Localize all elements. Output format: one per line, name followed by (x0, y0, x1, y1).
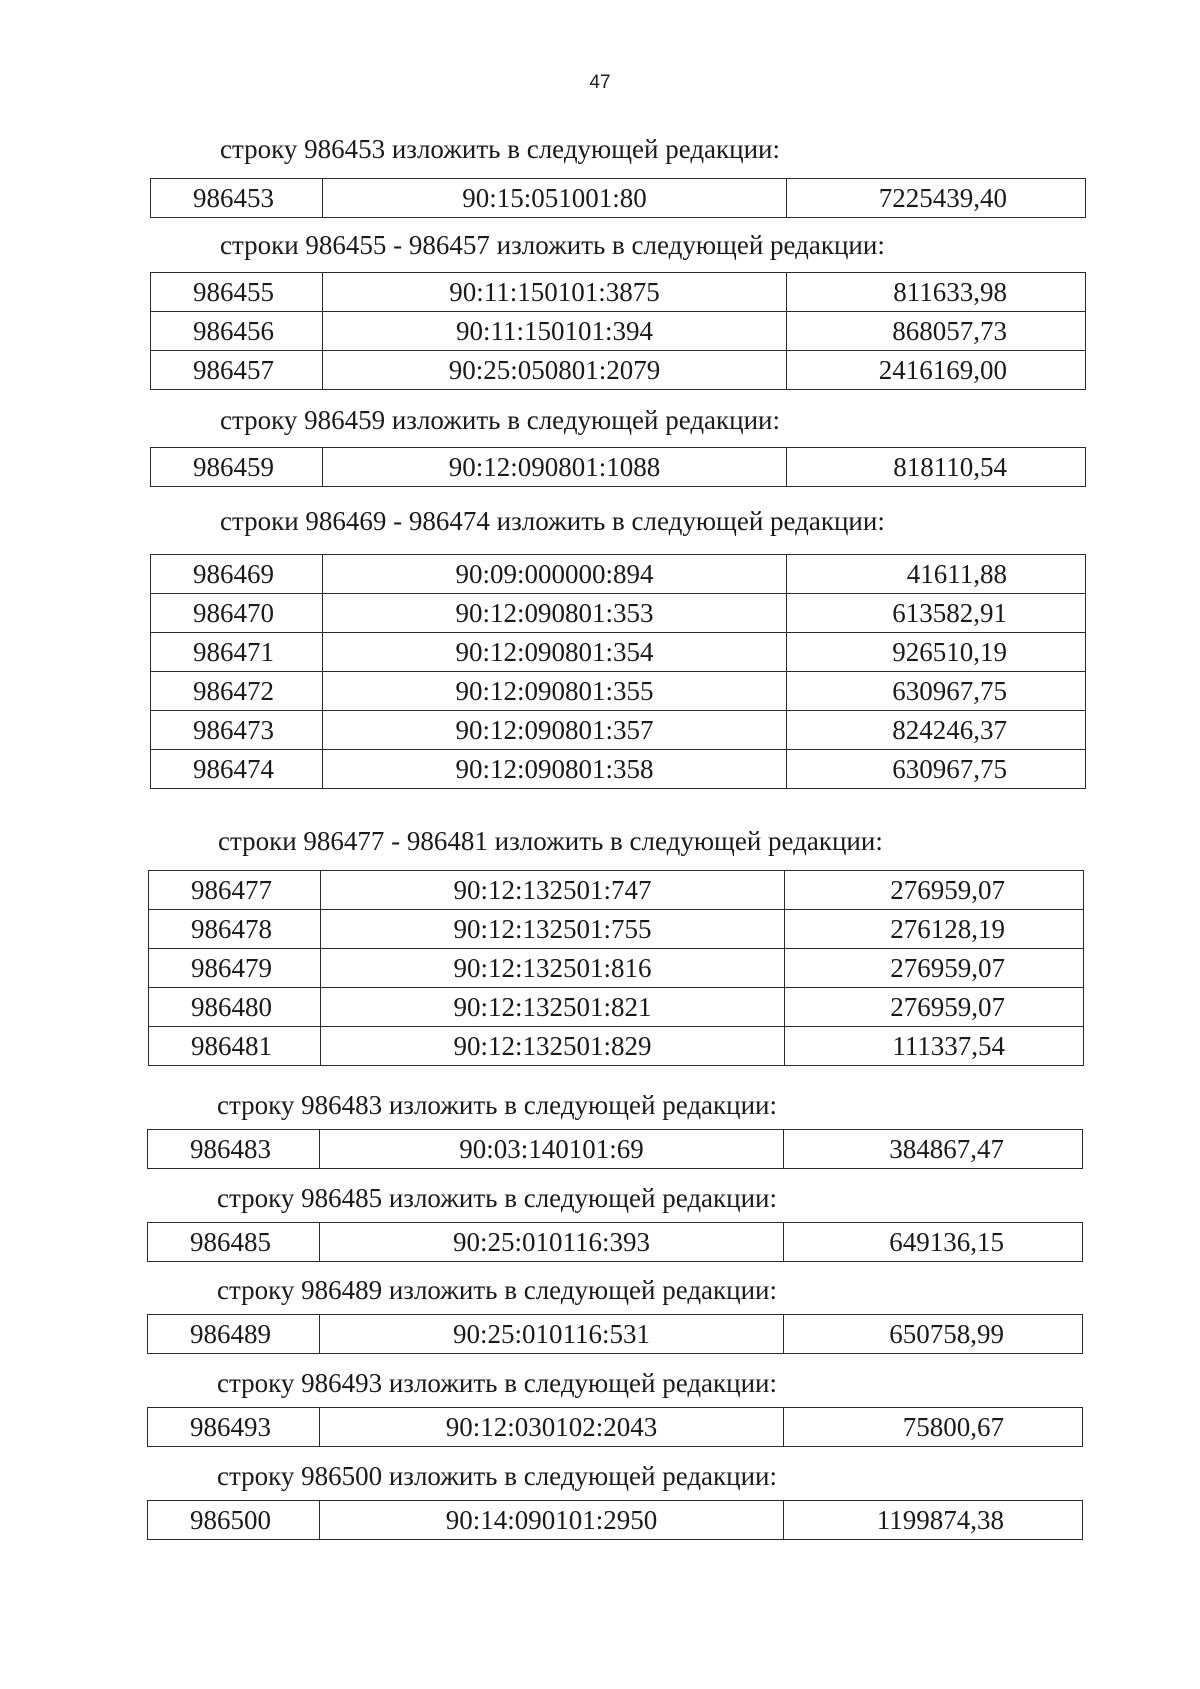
cadastral-number-cell: 90:12:090801:357 (323, 711, 787, 750)
table-row (151, 312, 1086, 351)
table-row (151, 555, 1086, 594)
amendment-table (147, 1314, 1083, 1354)
amendment-table (147, 1500, 1083, 1540)
value-cell: 384867,47 (784, 1130, 1083, 1169)
table-row (149, 910, 1084, 949)
row-number-cell: 986477 (149, 871, 321, 910)
value-cell: 613582,91 (787, 594, 1086, 633)
value-cell: 276128,19 (785, 910, 1084, 949)
amendment-table (147, 1222, 1083, 1262)
cadastral-number-cell: 90:12:090801:1088 (323, 448, 787, 487)
table-row (148, 1223, 1083, 1262)
amendment-table (150, 178, 1086, 218)
row-number-cell: 986470 (151, 594, 323, 633)
table-row (151, 711, 1086, 750)
amendment-instruction: строку 986453 изложить в следующей редакции: (220, 134, 781, 164)
table-row (148, 1130, 1083, 1169)
cadastral-number-cell: 90:25:010116:531 (320, 1315, 784, 1354)
table-row (149, 871, 1084, 910)
table-row (148, 1315, 1083, 1354)
cadastral-number-cell: 90:12:030102:2043 (320, 1408, 784, 1447)
table-row (151, 351, 1086, 390)
cadastral-number-cell: 90:12:090801:358 (323, 750, 787, 789)
amendment-table (147, 1129, 1083, 1169)
row-number-cell: 986459 (151, 448, 323, 487)
amendment-instruction: строку 986485 изложить в следующей редакции: (217, 1183, 778, 1213)
table-row (149, 949, 1084, 988)
row-number-cell: 986453 (151, 179, 323, 218)
amendment-table (147, 1407, 1083, 1447)
cadastral-number-cell: 90:03:140101:69 (320, 1130, 784, 1169)
value-cell: 868057,73 (787, 312, 1086, 351)
value-cell: 7225439,40 (787, 179, 1086, 218)
table-row (151, 179, 1086, 218)
value-cell: 75800,67 (784, 1408, 1083, 1447)
row-number-cell: 986474 (151, 750, 323, 789)
cadastral-number-cell: 90:25:050801:2079 (323, 351, 787, 390)
table-row (151, 273, 1086, 312)
value-cell: 276959,07 (785, 949, 1084, 988)
value-cell: 41611,88 (787, 555, 1086, 594)
row-number-cell: 986457 (151, 351, 323, 390)
cadastral-number-cell: 90:12:132501:747 (321, 871, 785, 910)
row-number-cell: 986456 (151, 312, 323, 351)
row-number-cell: 986493 (148, 1408, 320, 1447)
row-number-cell: 986481 (149, 1027, 321, 1066)
row-number-cell: 986485 (148, 1223, 320, 1262)
row-number-cell: 986480 (149, 988, 321, 1027)
table-row (151, 448, 1086, 487)
cadastral-number-cell: 90:12:090801:353 (323, 594, 787, 633)
amendment-table (150, 272, 1086, 390)
amendment-instruction: строку 986493 изложить в следующей редакции: (217, 1368, 778, 1398)
value-cell: 1199874,38 (784, 1501, 1083, 1540)
amendment-instruction: строку 986500 изложить в следующей редакции: (217, 1461, 778, 1491)
row-number-cell: 986500 (148, 1501, 320, 1540)
cadastral-number-cell: 90:12:132501:816 (321, 949, 785, 988)
amendment-table (150, 554, 1086, 789)
cadastral-number-cell: 90:12:090801:354 (323, 633, 787, 672)
value-cell: 650758,99 (784, 1315, 1083, 1354)
amendment-table (148, 870, 1084, 1066)
row-number-cell: 986483 (148, 1130, 320, 1169)
value-cell: 2416169,00 (787, 351, 1086, 390)
cadastral-number-cell: 90:12:132501:829 (321, 1027, 785, 1066)
value-cell: 276959,07 (785, 988, 1084, 1027)
cadastral-number-cell: 90:15:051001:80 (323, 179, 787, 218)
cadastral-number-cell: 90:11:150101:394 (323, 312, 787, 351)
page-number: 47 (589, 72, 611, 93)
cadastral-number-cell: 90:12:132501:821 (321, 988, 785, 1027)
amendment-instruction: строку 986489 изложить в следующей редакции: (217, 1275, 778, 1305)
row-number-cell: 986455 (151, 273, 323, 312)
value-cell: 276959,07 (785, 871, 1084, 910)
row-number-cell: 986473 (151, 711, 323, 750)
amendment-instruction: строки 986455 - 986457 изложить в следующей редакции: (220, 230, 885, 260)
value-cell: 824246,37 (787, 711, 1086, 750)
table-row (151, 750, 1086, 789)
row-number-cell: 986472 (151, 672, 323, 711)
value-cell: 818110,54 (787, 448, 1086, 487)
cadastral-number-cell: 90:11:150101:3875 (323, 273, 787, 312)
table-row (148, 1408, 1083, 1447)
row-number-cell: 986478 (149, 910, 321, 949)
amendment-table (150, 447, 1086, 487)
value-cell: 811633,98 (787, 273, 1086, 312)
amendment-instruction: строки 986477 - 986481 изложить в следующей редакции: (218, 826, 883, 856)
table-row (151, 633, 1086, 672)
amendment-instruction: строку 986483 изложить в следующей редакции: (217, 1090, 778, 1120)
table-row (148, 1501, 1083, 1540)
row-number-cell: 986489 (148, 1315, 320, 1354)
table-row (149, 1027, 1084, 1066)
table-row (151, 672, 1086, 711)
cadastral-number-cell: 90:12:132501:755 (321, 910, 785, 949)
table-row (151, 594, 1086, 633)
amendment-instruction: строку 986459 изложить в следующей редакции: (220, 405, 781, 435)
value-cell: 926510,19 (787, 633, 1086, 672)
row-number-cell: 986479 (149, 949, 321, 988)
cadastral-number-cell: 90:12:090801:355 (323, 672, 787, 711)
value-cell: 630967,75 (787, 750, 1086, 789)
row-number-cell: 986469 (151, 555, 323, 594)
value-cell: 649136,15 (784, 1223, 1083, 1262)
table-row (149, 988, 1084, 1027)
cadastral-number-cell: 90:09:000000:894 (323, 555, 787, 594)
amendment-instruction: строки 986469 - 986474 изложить в следующей редакции: (220, 506, 885, 536)
cadastral-number-cell: 90:14:090101:2950 (320, 1501, 784, 1540)
value-cell: 111337,54 (785, 1027, 1084, 1066)
cadastral-number-cell: 90:25:010116:393 (320, 1223, 784, 1262)
row-number-cell: 986471 (151, 633, 323, 672)
value-cell: 630967,75 (787, 672, 1086, 711)
